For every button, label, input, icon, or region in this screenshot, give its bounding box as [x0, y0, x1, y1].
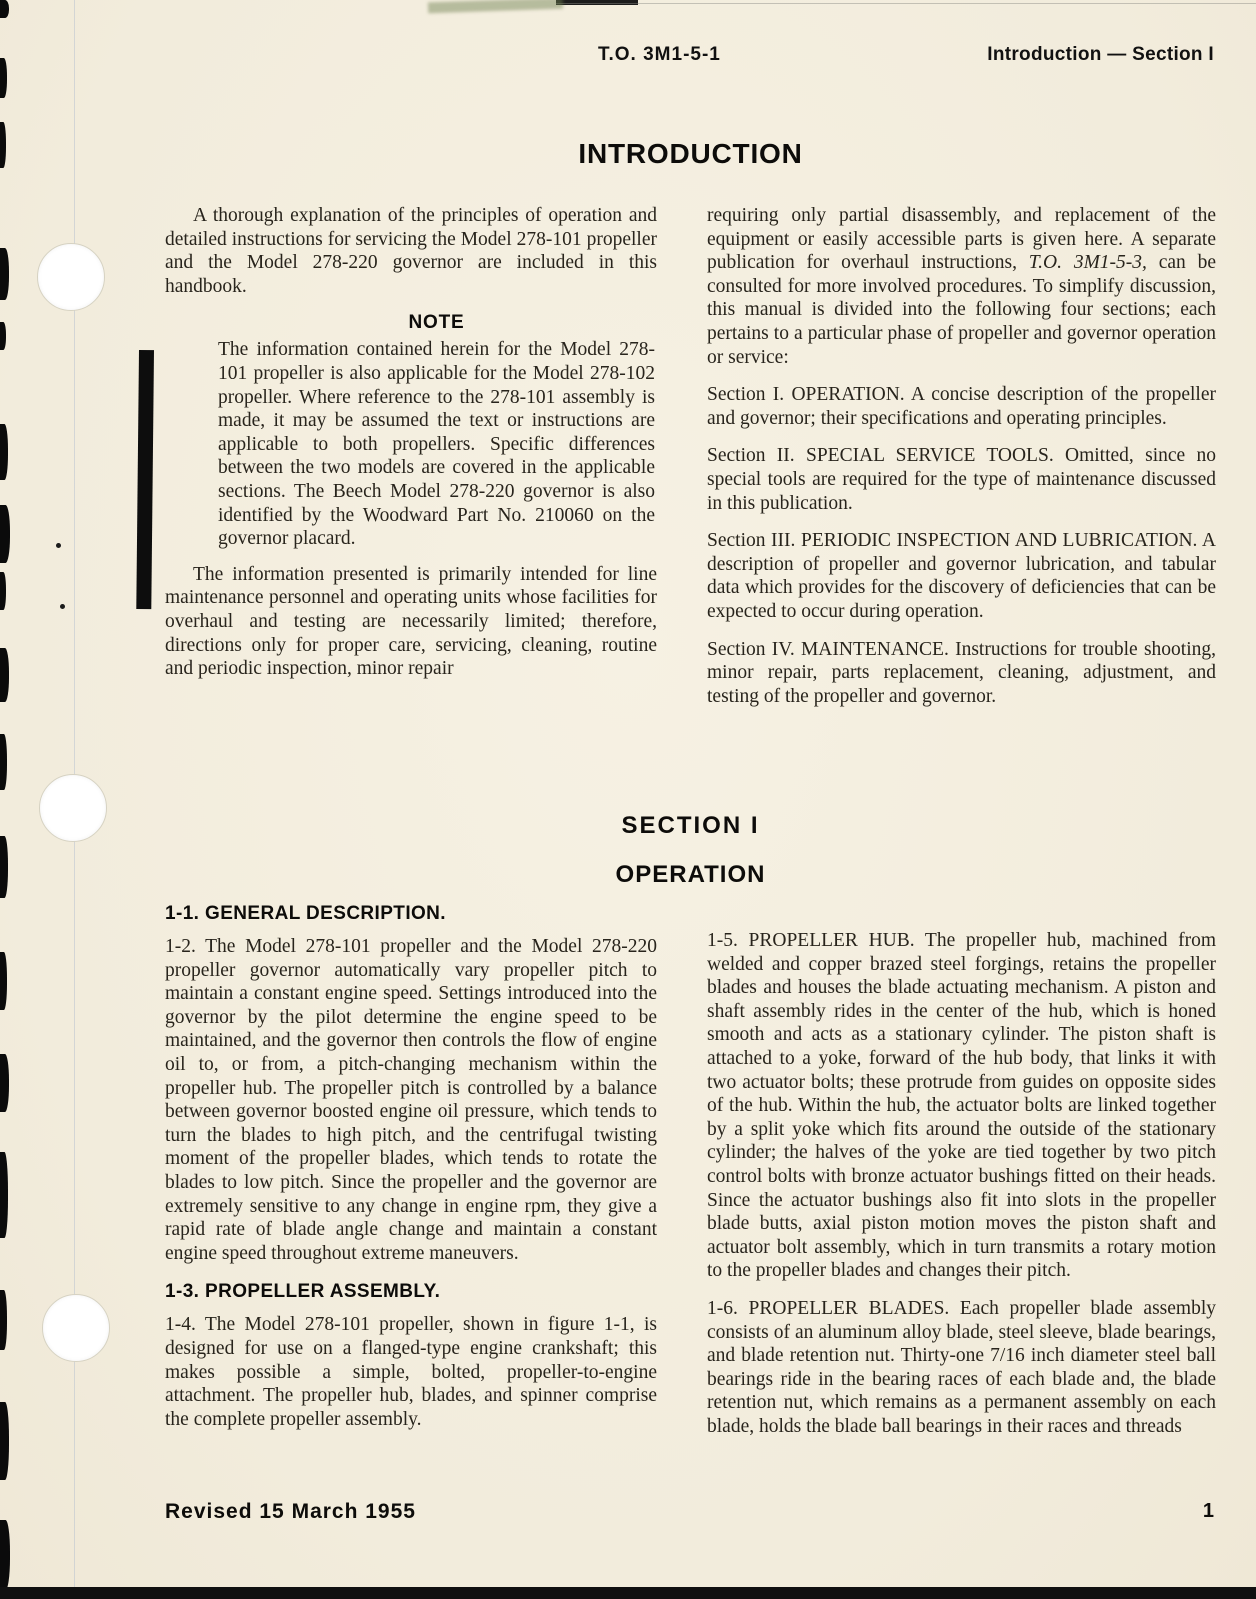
ink-speck — [60, 604, 65, 609]
publication-reference: T.O. 3M1-5-3, — [1028, 252, 1147, 274]
torn-edge-mark — [0, 572, 6, 610]
heading-general-description: 1-1. GENERAL DESCRIPTION. — [165, 903, 446, 924]
header-section-label: Introduction — Section I — [987, 44, 1214, 65]
torn-edge-mark — [0, 952, 7, 1010]
punch-hole — [42, 1294, 110, 1362]
torn-edge-mark — [0, 424, 8, 480]
section-summary-tools: Section II. SPECIAL SERVICE TOOLS. Omitted, since no special tools are required for the type of maintenance discussed in this publication. — [707, 445, 1216, 514]
torn-edge-mark — [0, 505, 10, 563]
revision-date: Revised 15 March 1955 — [165, 1500, 416, 1523]
section-summary-inspection: Section III. PERIODIC INSPECTION AND LUBRICATION. A description of propeller and governor lubrication, and tabular data which provides for the discovery of deficiencies that can be expected to occur during operation. — [707, 530, 1216, 622]
ink-speck — [56, 543, 61, 548]
intro-continued-paragraph — [707, 204, 1216, 369]
torn-edge-mark — [0, 1152, 8, 1238]
section-summary-operation: Section I. OPERATION. A concise description of the propeller and governor; their specifications and operating principles. — [707, 384, 1216, 429]
operation-right-column — [707, 903, 1216, 1438]
page-content — [165, 0, 1216, 1599]
section-summary-maintenance: Section IV. MAINTENANCE. Instructions for trouble shooting, minor repair, parts replacement, cleaning, adjustment, and testing of the propeller and governor. — [707, 638, 1216, 707]
paragraph-1-2: 1-2. The Model 278-101 propeller and the Model 278-220 propeller governor automatically vary propeller pitch to maintain a constant engine speed. Settings introduced into the governor by the pilot determine the engine speed to be maintained, and the governor then controls the flow of engine oil to, or from, a pitch-changing mechanism within the propeller hub. The propeller pitch is controlled by a balance between governor boosted engine oil pressure, which tends to turn the blades to high pitch, and the centrifugal twisting moment of the propeller blades, which tends to rotate the blades to low pitch. Since the propeller and the governor are extremely sensitive to any change in engine rpm, they give a rapid rate of blade angle change and maintain a constant engine speed throughout extreme maneuvers. — [165, 936, 657, 1264]
note-paragraph: The information contained herein for the Model 278-101 propeller is also applicable for the Model 278-102 propeller. Where reference to the 278-101 assembly is made, it may be assumed the text or instructions are applicable to both propellers. Specific differences between the two models are covered in the applicable sections. The Beech Model 278-220 governor is also identified by the Woodward Part No. 210060 on the governor placard. — [218, 339, 655, 550]
paragraph-1-5: 1-5. PROPELLER HUB. The propeller hub, machined from welded and copper brazed steel forgings, retains the propeller blades and houses the blade actuating mechanism. A piston and shaft assembly rides in the center of the hub, which is honed smooth and acts as a stationary cylinder. The piston shaft is attached to a yoke, forward of the hub body, that links it with two actuator bolts; these protrude from guides on opposite sides of the hub. Within the hub, the actuator bolts are linked together by a split yoke which fits around the outside of the stationary cylinder; the halves of the yoke are tied together by two pitch control bolts with bronze actuator bushings fitted on their heads. Since the actuator bushings also fit into slots in the propeller blade butts, axial piston motion moves the piston shaft and actuator bolt assembly, which in turn transmits a rotary motion to the propeller blades and changes their pitch. — [707, 930, 1216, 1282]
intro-left-column — [165, 204, 657, 708]
torn-edge-mark — [0, 1520, 10, 1590]
torn-edge-mark — [0, 58, 7, 98]
intro-audience-paragraph: The information presented is primarily intended for line maintenance personnel and operating units whose facilities for overhaul and testing are necessarily limited; therefore, directions only for proper care, servicing, cleaning, routine and periodic inspection, minor repair — [165, 563, 657, 680]
torn-edge-mark — [0, 836, 8, 898]
punch-hole — [37, 243, 105, 311]
revision-change-bar — [136, 350, 154, 609]
paragraph-1-4: 1-4. The Model 278-101 propeller, shown in figure 1-1, is designed for use on a flanged-type engine crankshaft; this makes possible a simple, bolted, propeller-to-engine attachment. The propeller hub, blades, and spinner comprise the complete propeller assembly. — [165, 1314, 657, 1430]
introduction-title: INTRODUCTION — [578, 138, 803, 169]
section-1-title: SECTION I — [621, 812, 760, 839]
continued-text-post: can be consulted for more involved procedures. To simplify discussion, this manual is divided into the following four sections; each pertains to a particular phase of propeller and governor operation or service: — [707, 252, 1216, 368]
page-header — [165, 44, 1216, 70]
technical-order-number: T.O. 3M1-5-1 — [598, 44, 721, 65]
section-1-subtitle: OPERATION — [615, 861, 766, 888]
paragraph-1-6: 1-6. PROPELLER BLADES. Each propeller blade assembly consists of an aluminum alloy blade, steel sleeve, blade bearings, and blade retention nut. Thirty-one 7/16 inch diameter steel ball bearings ride in the bearing races of each blade and, the blade retention nut, which remains as a permanent assembly on each blade, holds the blade ball bearings in their races and threads — [707, 1297, 1216, 1437]
torn-edge-mark — [0, 734, 7, 790]
torn-edge-mark — [0, 322, 6, 350]
torn-edge-mark — [0, 1054, 9, 1112]
torn-edge-mark — [0, 0, 9, 18]
note-heading: NOTE — [408, 312, 465, 334]
heading-propeller-assembly: 1-3. PROPELLER ASSEMBLY. — [165, 1281, 441, 1303]
continued-text-pre: requiring only partial disassembly, and replacement of the equipment or easily accessible parts is given here. A separate publication for overhaul instructions, — [707, 205, 1216, 274]
operation-columns — [165, 903, 1216, 1438]
torn-edge-mark — [0, 122, 6, 168]
torn-edge-mark — [0, 248, 9, 300]
operation-left-column — [165, 903, 657, 1438]
introduction-columns — [165, 204, 1216, 708]
torn-edge-mark — [0, 1290, 7, 1350]
torn-edge-mark — [0, 1402, 9, 1480]
section-1-heading — [165, 812, 1216, 889]
intro-right-column — [707, 204, 1216, 708]
torn-edge-mark — [0, 648, 9, 702]
punch-hole — [39, 774, 107, 842]
page-number: 1 — [1202, 1500, 1214, 1522]
intro-opening-paragraph: A thorough explanation of the principles of operation and detailed instructions for servicing the Model 278-101 propeller and the Model 278-220 governor are included in this handbook. — [165, 205, 657, 297]
